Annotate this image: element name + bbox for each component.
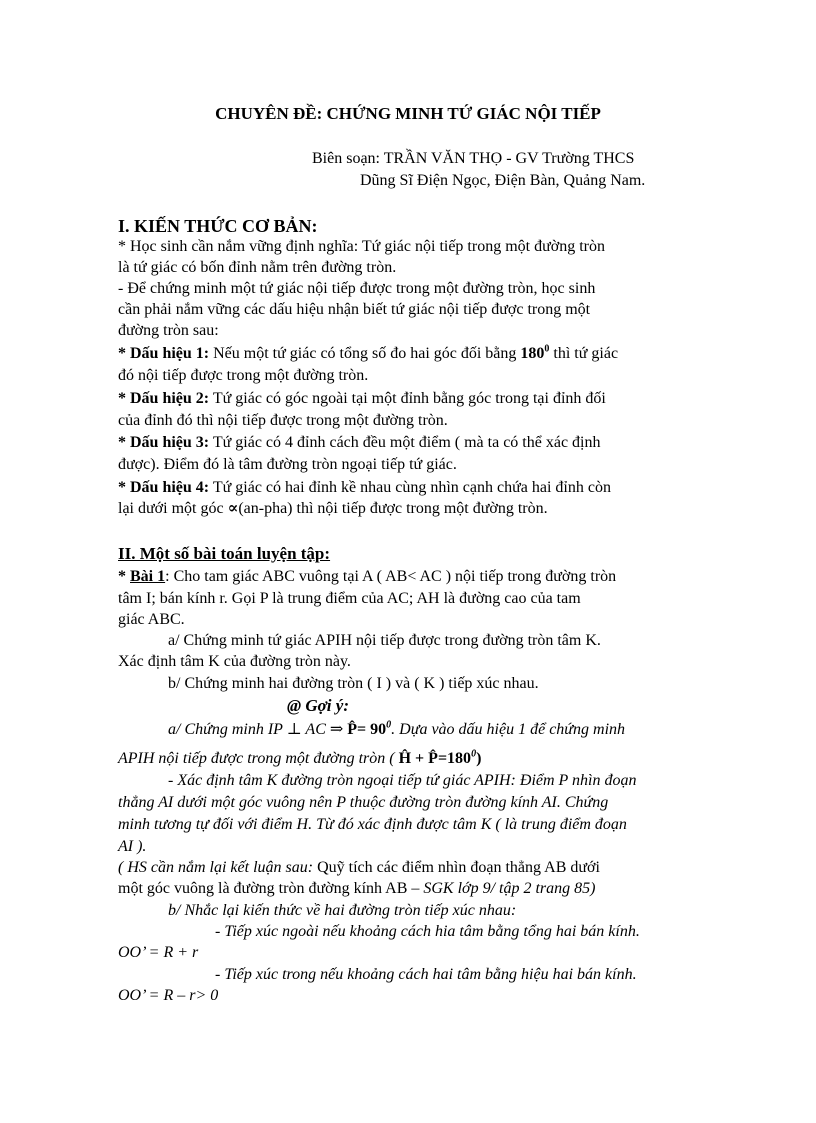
- hint-heading: @ Gợi ý:: [287, 696, 349, 715]
- paragraph-line: là tứ giác có bốn đỉnh nằm trên đường tròn.: [118, 259, 397, 276]
- paragraph-line: Xác định tâm K của đường tròn này.: [118, 653, 351, 670]
- section-2-heading: II. Một số bài toán luyện tập:: [118, 544, 331, 563]
- tangent-external: - Tiếp xúc ngoài nếu khoảng cách hia tâm bằng tổng hai bán kính.: [215, 923, 640, 940]
- document-title: CHUYÊN ĐỀ: CHỨNG MINH TỨ GIÁC NỘI TIẾP: [215, 104, 601, 123]
- paragraph-line: thẳng AI dưới một góc vuông nên P thuộc đường tròn đường kính AI. Chứng: [118, 794, 609, 811]
- sign-3-line: * Dấu hiệu 3: Tứ giác có 4 đỉnh cách đều một điểm ( mà ta có thể xác định: [118, 434, 601, 451]
- angle-p: P̂: [347, 721, 358, 738]
- sign-1-label: * Dấu hiệu 1:: [118, 345, 210, 362]
- hint-a-line-2: APIH nội tiếp được trong một đường tròn ( Ĥ + $P̂=180^0$): [118, 748, 482, 767]
- sign-2-label: * Dấu hiệu 2:: [118, 390, 210, 407]
- sign-4-line-2: lại dưới một góc ∝(an-pha) thì nội tiếp được trong một đường tròn.: [118, 500, 548, 517]
- paragraph-line: giác ABC.: [118, 611, 185, 628]
- paragraph-line: - Để chứng minh một tứ giác nội tiếp được trong một đường tròn, học sinh: [118, 280, 596, 297]
- question-b: b/ Chứng minh hai đường tròn ( I ) và ( K ) tiếp xúc nhau.: [168, 675, 539, 692]
- paragraph-line: minh tương tự đối với điểm H. Từ đó xác định được tâm K ( là trung điểm đoạn: [118, 816, 627, 833]
- paragraph-line: * Học sinh cần nắm vững định nghĩa: Tứ giác nội tiếp trong một đường tròn: [118, 238, 605, 255]
- sign-4-line: * Dấu hiệu 4: Tứ giác có hai đỉnh kề nhau cùng nhìn cạnh chứa hai đỉnh còn: [118, 479, 611, 496]
- sign-4-label: * Dấu hiệu 4:: [118, 479, 210, 496]
- section-1-heading: I. KIẾN THỨC CƠ BẢN:: [118, 216, 318, 236]
- sign-2-line: * Dấu hiệu 2: Tứ giác có góc ngoài tại một đỉnh bằng góc trong tại đỉnh đối: [118, 390, 606, 407]
- exercise-1-line: * Bài 1: Cho tam giác ABC vuông tại A ( AB< AC ) nội tiếp trong đường tròn: [118, 568, 617, 585]
- hint-b: b/ Nhắc lại kiến thức về hai đường tròn tiếp xúc nhau:: [168, 902, 517, 919]
- angle-h: Ĥ: [398, 750, 412, 767]
- paragraph-line: tâm I; bán kính r. Gọi P là trung điểm của AC; AH là đường cao của tam: [118, 590, 581, 607]
- exercise-1-label: Bài 1: [130, 568, 166, 585]
- paragraph-line: của đỉnh đó thì nội tiếp được trong một đường tròn.: [118, 412, 448, 429]
- tangent-internal: - Tiếp xúc trong nếu khoảng cách hai tâm bằng hiệu hai bán kính.: [215, 966, 637, 983]
- degree-value: 180: [520, 345, 545, 362]
- angle-p: P̂: [428, 750, 438, 767]
- author-line-2: Dũng Sĩ Điện Ngọc, Điện Bàn, Quảng Nam.: [360, 172, 646, 189]
- paragraph-line: được). Điểm đó là tâm đường tròn ngoại tiếp tứ giác.: [118, 456, 457, 473]
- paragraph-line: đó nội tiếp được trong một đường tròn.: [118, 367, 369, 384]
- paragraph-line: cần phải nắm vững các dấu hiệu nhận biết tứ giác nội tiếp được trong một: [118, 301, 591, 318]
- paragraph-line: đường tròn sau:: [118, 322, 219, 339]
- sign-3-label: * Dấu hiệu 3:: [118, 434, 210, 451]
- hint-a-line: a/ Chứng minh IP ⊥ AC ⇒ P̂= $90^0$. Dựa vào dấu hiệu 1 để chứng minh: [168, 719, 626, 738]
- note-line: ( HS cần nắm lại kết luận sau: Quỹ tích các điểm nhìn đoạn thẳng AB dưới: [118, 859, 600, 876]
- paragraph-line: - Xác định tâm K đường tròn ngoại tiếp tứ giác APIH: Điểm P nhìn đoạn: [168, 772, 637, 789]
- alpha-symbol: ∝: [227, 500, 239, 517]
- author-line-1: Biên soạn: TRẦN VĂN THỌ - GV Trường THCS: [312, 150, 635, 167]
- question-a: a/ Chứng minh tứ giác APIH nội tiếp được trong đường tròn tâm K.: [168, 632, 601, 649]
- note-line-2: một góc vuông là đường tròn đường kính AB – SGK lớp 9/ tập 2 trang 85): [118, 880, 596, 897]
- paragraph-line: AI ).: [118, 838, 147, 855]
- sign-1-line: * Dấu hiệu 1: Nếu một tứ giác có tổng số đo hai góc đối bằng $180^0$ thì tứ giác: [118, 343, 619, 362]
- formula-external: OO’ = R + r: [118, 944, 199, 961]
- formula-internal: OO’ = R – r> 0: [118, 987, 219, 1004]
